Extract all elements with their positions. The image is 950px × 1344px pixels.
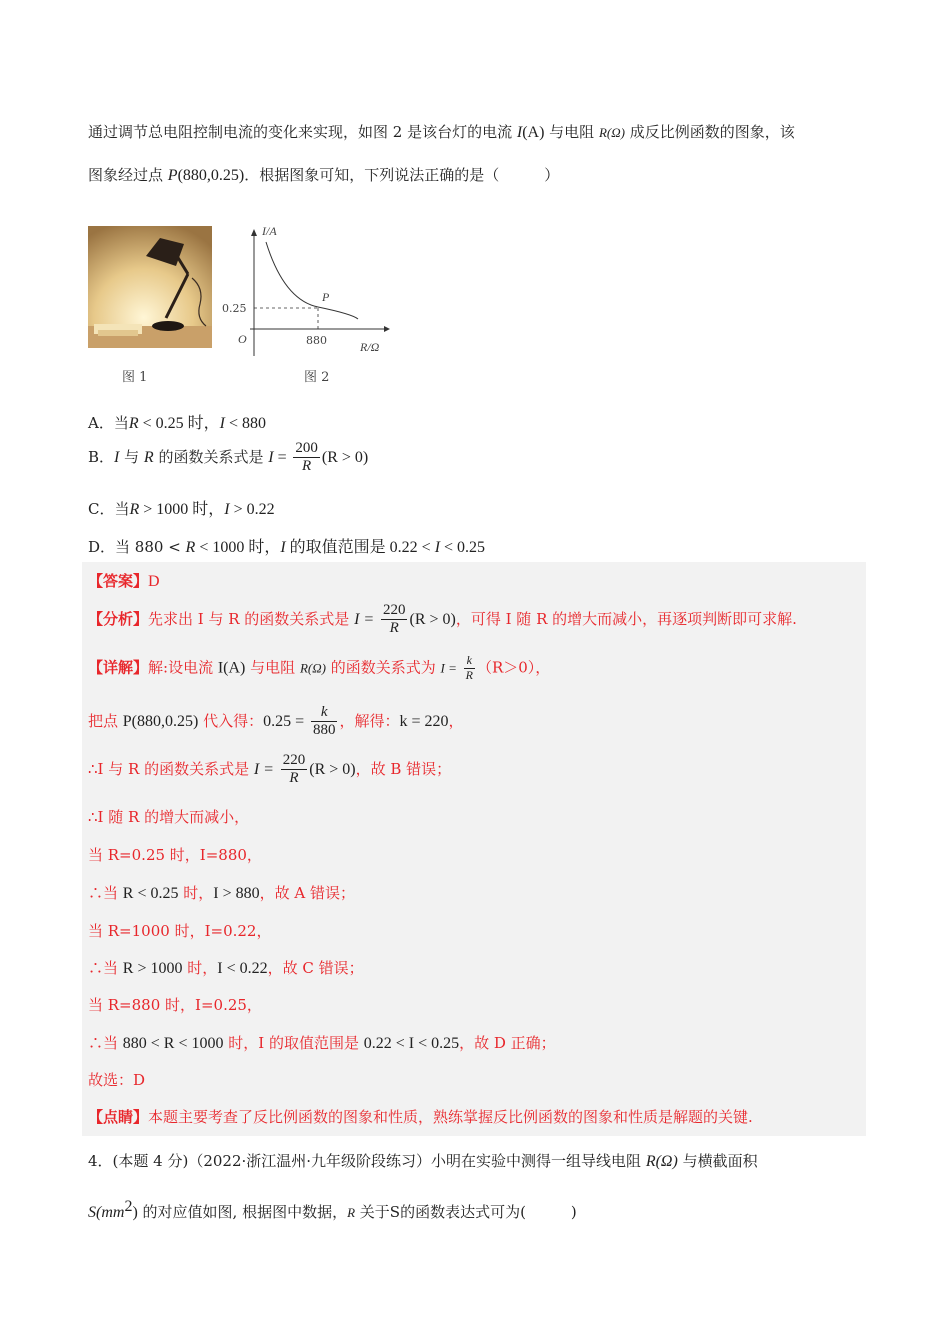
intro-line-2: 图象经过点 P(880,0.25)．根据图象可知，下列说法正确的是（ ） (88, 166, 560, 184)
detail-fraction: $\frac{k}{R}$ (465, 653, 473, 682)
q4-line-2: $S(mm^2)$ 的对应值如图, 根据图中数据，R 关于S的函数表达式可为( ) (88, 1198, 577, 1221)
solution-step-9: ∴当 880 < R < 1000 时，I 的取值范围是 0.22 < I < 0.25，故 D 正确； (88, 1034, 556, 1052)
solution-step-6: 当 R=1000 时，I=0.22， (88, 922, 272, 940)
detail-line: 【详解】解:设电流 I(A) 与电阻 R(Ω) 的函数关系式为 I = $\frac{k}{R}$ （R＞0）， (88, 653, 551, 682)
solution-step-3: ∴I 随 R 的增大而减小， (88, 808, 250, 826)
step1-fraction: $\frac{k}{880}$ (312, 704, 336, 739)
x-tick-label: 880 (306, 334, 327, 347)
solution-step-5: ∴当 R < 0.25 时，I > 880，故 A 错误； (88, 884, 355, 902)
y-axis-label: I/A (262, 224, 277, 238)
solution-step-1: 把点 P(880,0.25) 代入得：0.25 = $\frac{k}{880}$ ，解得：k = 220， (88, 704, 464, 739)
step2-fraction: $\frac{220}{R}$ (282, 752, 306, 787)
fig1-caption: 图 1 (122, 370, 148, 385)
lamp-photo (88, 226, 212, 348)
option-b: B．I 与 R 的函数关系式是 I = $\frac{200}{R}$ (R > 0) (88, 440, 369, 475)
solution-step-4: 当 R=0.25 时，I=880， (88, 846, 262, 864)
x-axis-arrow (384, 326, 390, 332)
solution-step-8: 当 R=880 时，I=0.25， (88, 996, 262, 1014)
x-axis-label: R/Ω (360, 340, 380, 354)
option-d: D．当 880 < R < 1000 时，I 的取值范围是 0.22 < I < 0.25 (88, 538, 486, 556)
analysis-line: 【分析】先求出 I 与 R 的函数关系式是 I = $\frac{220}{R}$ (R > 0)，可得 I 随 R 的增大而减小，再逐项判断即可求解. (88, 602, 797, 637)
intro-line-1: 通过调节总电阻控制电流的变化来实现，如图 2 是该台灯的电流 I(A) 与电阻 R(Ω) 成反比例函数的图象，该 (88, 123, 795, 141)
option-b-fraction: $\frac{200}{R}$ (295, 440, 318, 475)
option-c: C．当R > 1000 时，I > 0.22 (88, 500, 275, 518)
y-axis-arrow (251, 229, 257, 236)
answer-line: 【答案】D (88, 572, 160, 590)
option-a: A．当R < 0.25 时，I < 880 (88, 414, 267, 432)
comment-line: 【点睛】本题主要考查了反比例函数的图象和性质，熟练掌握反比例函数的图象和性质是解题的关键. (88, 1108, 753, 1126)
fig2-caption: 图 2 (304, 370, 330, 385)
analysis-fraction: $\frac{220}{R}$ (382, 602, 406, 637)
origin-label: O (238, 332, 247, 346)
y-tick-label: 0.25 (222, 302, 247, 315)
solution-step-2: ∴I 与 R 的函数关系式是 I = $\frac{220}{R}$ (R > 0)，故 B 错误； (88, 752, 452, 787)
inverse-graph (222, 222, 392, 356)
solution-conclusion: 故选：D (88, 1071, 146, 1089)
point-label: P (322, 290, 330, 304)
inverse-curve (266, 242, 358, 319)
solution-step-7: ∴当 R > 1000 时，I < 0.22，故 C 错误； (88, 959, 364, 977)
q4-line-1: 4．(本题 4 分)（2022·浙江温州·九年级阶段练习）小明在实验中测得一组导线电阻 R(Ω) 与横截面积 (88, 1152, 758, 1170)
